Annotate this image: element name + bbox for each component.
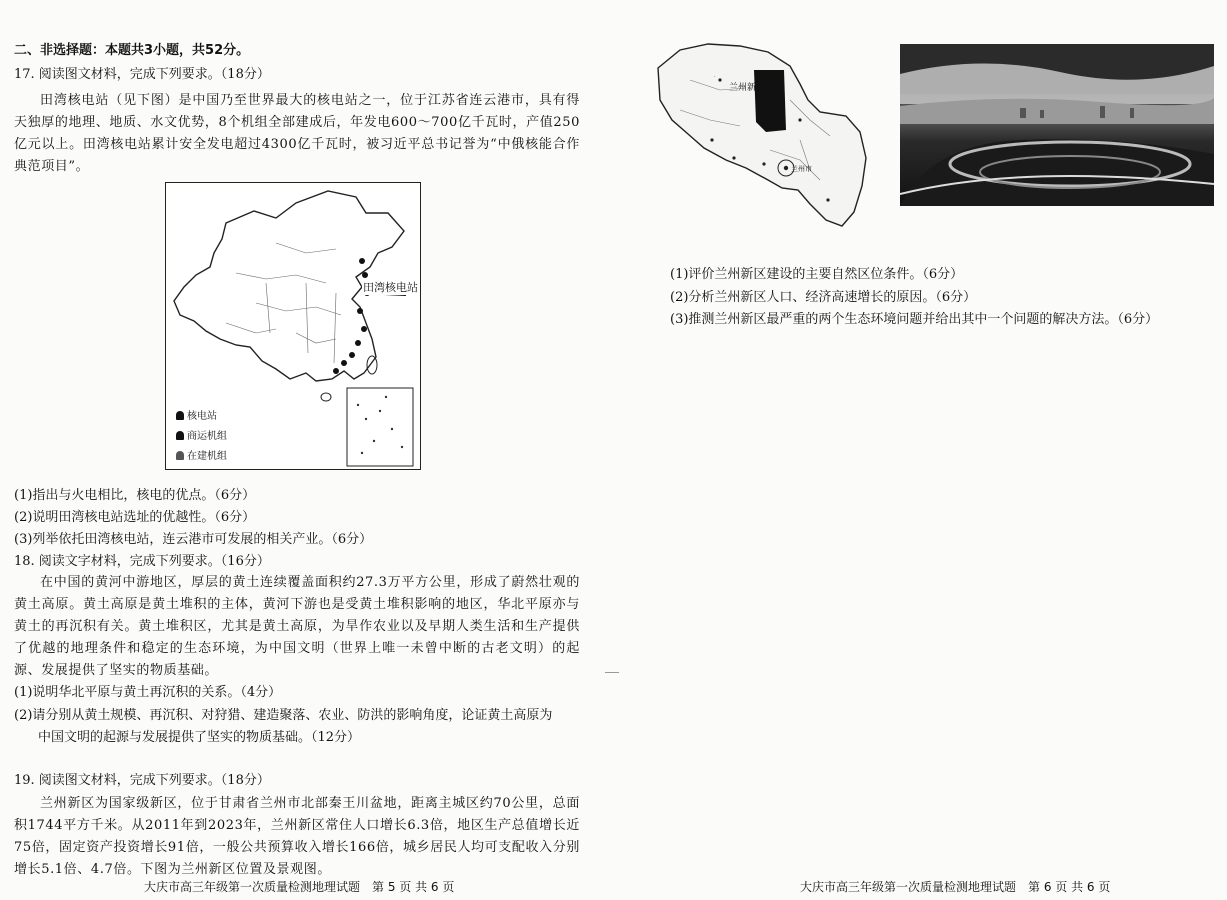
- right-page-footer: 大庆市高三年级第一次质量检测地理试题 第 6 页 共 6 页: [800, 880, 1111, 894]
- q17-title: 17. 阅读图文材料，完成下列要求。（18分）: [14, 67, 270, 82]
- legend-operating-unit: 商运机组: [176, 427, 227, 442]
- lanzhou-location-map: [650, 40, 872, 232]
- q18-paragraph: 在中国的黄河中游地区，厚层的黄土连续覆盖面积约27.3万平方公里，形成了蔚然壮观的黄土高原。黄土高原是黄土堆积的主体，黄河下游也是受黄土堆积影响的地区，华北平原亦与黄土的再沉积有关。黄土堆积区，尤其是黄土高原，为旱作农业以及早期人类生活和生产提供了优越的地理条件和稳定的生态环境，为中国文明（世界上唯一未曾中断的古老文明）的起源、发展提供了坚实的物质基础。: [14, 575, 580, 678]
- operating-unit-icon: [176, 431, 184, 440]
- china-nuclear-map: [165, 182, 421, 470]
- section-header: 二、非选择题：本题共3小题，共52分。: [14, 43, 250, 58]
- svg-text:·: ·: [714, 74, 716, 80]
- lanzhou-new-area-label: 兰州新区: [729, 83, 766, 93]
- right-page: [614, 0, 1227, 900]
- q18-question-2-cont: 中国文明的起源与发展提供了坚实的物质基础。（12分）: [38, 730, 361, 745]
- q19-title: 19. 阅读图文材料，完成下列要求。（18分）: [14, 773, 270, 788]
- q17-question-2: (2)说明田湾核电站选址的优越性。（6分）: [14, 510, 256, 525]
- q18-question-2: (2)请分别从黄土规模、再沉积、对狩猎、建造聚落、农业、防洪的影响角度，论证黄土高原为: [14, 708, 553, 723]
- q19-question-1: (1)评价兰州新区建设的主要自然区位条件。（6分）: [670, 267, 964, 282]
- q17-paragraph: 田湾核电站（见下图）是中国乃至世界最大的核电站之一，位于江苏省连云港市，具有得天独厚的地理、地质、水文优势，8个机组全部建成后，年发电600～700亿千瓦时，产值250亿元以上。田湾核电站累计安全发电超过4300亿千瓦时，被习近平总书记誉为“中俄核能合作典范项目”。: [14, 93, 580, 174]
- q18-title: 18. 阅读文字材料，完成下列要求。（16分）: [14, 554, 270, 569]
- legend-nuclear-plant: 核电站: [176, 407, 217, 422]
- q19-question-3: (3)推测兰州新区最严重的两个生态环境问题并给出其中一个问题的解决方法。（6分）: [670, 312, 1159, 327]
- lanzhou-city-label: 兰州市: [791, 165, 812, 173]
- lanzhou-landscape-photo: [900, 44, 1214, 206]
- legend-under-construction: 在建机组: [176, 447, 227, 462]
- q19-question-2: (2)分析兰州新区人口、经济高速增长的原因。（6分）: [670, 290, 977, 305]
- left-page: [0, 0, 600, 900]
- q17-question-1: (1)指出与火电相比，核电的优点。（6分）: [14, 488, 256, 503]
- q18-question-1: (1)说明华北平原与黄土再沉积的关系。（4分）: [14, 685, 282, 700]
- q19-paragraph: 兰州新区为国家级新区，位于甘肃省兰州市北部秦王川盆地，距离主城区约70公里，总面积1744平方千米。从2011年到2023年，兰州新区常住人口增长6.3倍，地区生产总值增长近75倍，固定资产投资增长91倍，一般公共预算收入增长166倍，城乡居民人均可支配收入分别增长5.1倍、4.7倍。下图为兰州新区位置及景观图。: [14, 796, 580, 877]
- nuclear-plant-icon: [176, 411, 184, 420]
- landscape-photo-art: [900, 44, 1214, 206]
- left-page-footer: 大庆市高三年级第一次质量检测地理试题 第 5 页 共 6 页: [144, 880, 455, 894]
- tianwan-map-label: 田湾核电站: [363, 281, 418, 294]
- under-construction-icon: [176, 451, 184, 460]
- q17-question-3: (3)列举依托田湾核电站，连云港市可发展的相关产业。（6分）: [14, 532, 373, 547]
